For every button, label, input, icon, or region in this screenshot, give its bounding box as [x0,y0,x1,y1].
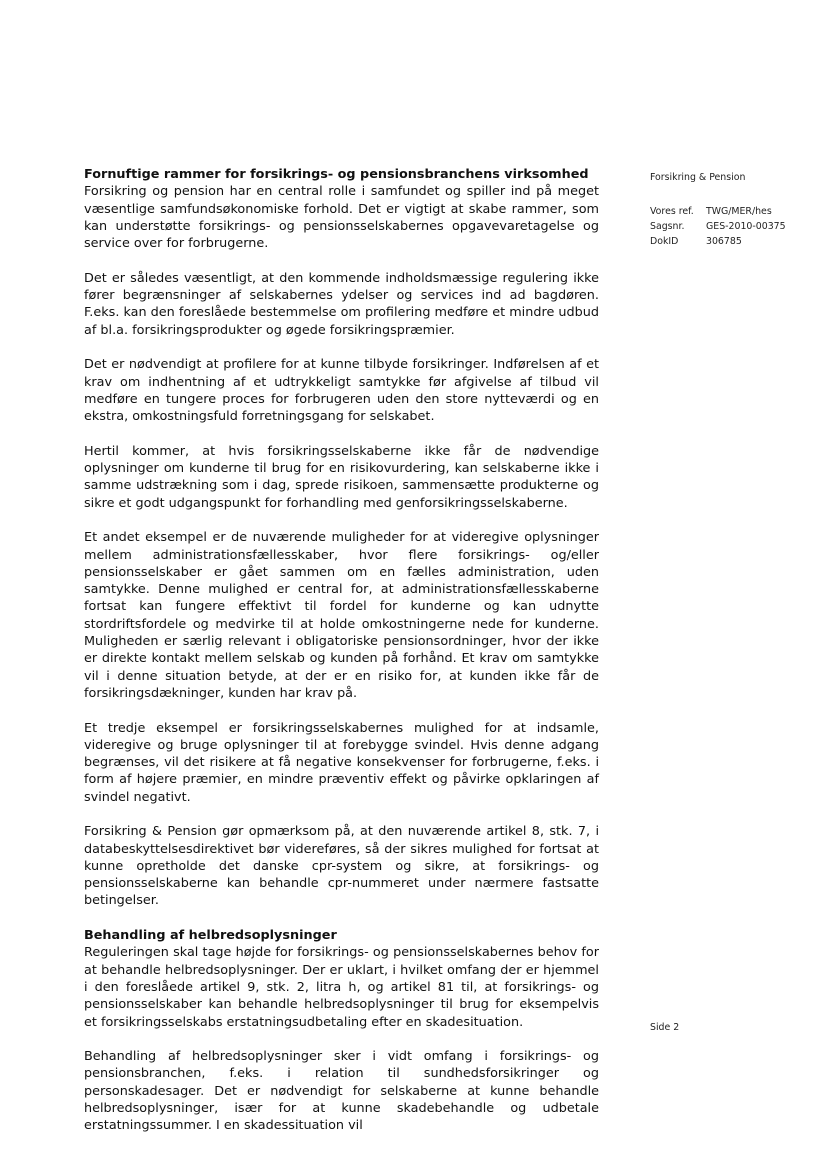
paragraph: Forsikring & Pension gør opmærksom på, at den nuværende artikel 8, stk. 7, i databeskyttelsesdirektivet bør videreføres, så der sikres mulighed for fortsat at kunne opretholde det danske cpr-system og sikre, at forsikrings- og pensionsselskaberne kan behandle cpr-nummeret under nærmere fastsatte betingelser. [84,824,599,909]
section-heading: Behandling af helbredsoplysninger [84,928,337,944]
paragraph: Behandling af helbredsoplysninger sker i vidt omfang i forsikrings- og pensionsbranchen, f.eks. i relation til sundhedsforsikringer og personskadesager. Det er nødvendigt for selskaberne at kunne behandle helbredsoplysninger, især for at kunne skadebehandle og udbetale erstatningssummer. I en skadessituation vil [84,1049,599,1134]
reference-label: DokID [650,236,679,247]
paragraph: Reguleringen skal tage højde for forsikrings- og pensionsselskabernes behov for at behandle helbredsoplysninger. Der er uklart, i hvilket omfang der er hjemmel i den foreslåede artikel 9, stk. 2, litra h, og artikel 81 til, at forsikrings- og pensionsselskaber kan behandle helbredsoplysninger til brug for eksempelvis et forsikringsselskabs erstatningsudbetaling efter en skadesituation. [84,945,599,1030]
paragraph: Det er således væsentligt, at den kommende indholdsmæssige regulering ikke fører begrænsninger af selskabernes ydelser og services ind ad bagdøren. F.eks. kan den foreslåede bestemmelse om profilering medføre et mindre udbud af bl.a. forsikringsprodukter og øgede forsikringspræmier. [84,270,599,338]
paragraph: Forsikring og pension har en central rolle i samfundet og spiller ind på meget væsentlige samfundsøkonomiske forhold. Det er vigtigt at skabe rammer, som kan understøtte forsikrings- og pensionsselskabernes opgavevaretagelse og service over for forbrugerne. [84,184,599,252]
reference-label: Vores ref. [650,206,694,217]
letter-body [84,166,599,1152]
paragraph: Et andet eksempel er de nuværende muligheder for at videregive oplysninger mellem administrationsfællesskaber, hvor flere forsikrings- og/eller pensionsselskaber er gået sammen om en fælles administration, uden samtykke. Denne mulighed er central for, at administrationsfællesskaberne fortsat kan fungere effektivt til fordel for kunderne og kan udnytte stordriftsfordele og medvirke til at holde omkostningerne nede for kunderne. Muligheden er særlig relevant i obligatoriske pensionsordninger, hvor der ikke er direkte kontakt mellem selskab og kunden på forhånd. Et krav om samtykke vil i denne situation betyde, at der er en risiko for, at kunden ikke får de forsikringsdækninger, kunden har krav på. [84,530,599,701]
sender-organization: Forsikring & Pension [650,172,746,183]
reference-value: GES-2010-00375 [706,221,786,232]
reference-row [650,234,820,249]
page-number: Side 2 [650,1022,680,1033]
paragraph: Hertil kommer, at hvis forsikringsselskaberne ikke får de nødvendige oplysninger om kunderne til brug for en risikovurdering, kan selskaberne ikke i samme udstrækning som i dag, sprede risikoen, sammensætte produkterne og sikre et godt udgangspunkt for forhandling med genforsikringsselskaberne. [84,443,599,511]
paragraph: Det er nødvendigt at profilere for at kunne tilbyde forsikringer. Indførelsen af et krav om indhentning af et udtrykkeligt samtykke før afgivelse af tilbud vil medføre en tungere proces for forbrugeren uden den store nytteværdi og en ekstra, omkostningsfuld forretningsgang for selskabet. [84,357,599,425]
paragraph: Et tredje eksempel er forsikringsselskabernes mulighed for at indsamle, videregive og bruge oplysninger til at forebygge svindel. Hvis denne adgang begrænses, vil det risikere at få negative konsekvenser for forbrugerne, f.eks. i form af højere præmier, en mindre præventiv effekt og påvirke opklaringen af svindel negativt. [84,720,599,805]
reference-sidebar [650,170,820,249]
reference-label: Sagsnr. [650,221,685,232]
section-heading: Fornuftige rammer for forsikrings- og pensionsbranchens virksomhed [84,167,589,182]
reference-row [650,204,820,219]
reference-row [650,219,820,234]
reference-value: TWG/MER/hes [706,206,772,217]
reference-value: 306785 [706,236,742,247]
section-framework [84,166,599,910]
section-health-data [84,927,599,1135]
